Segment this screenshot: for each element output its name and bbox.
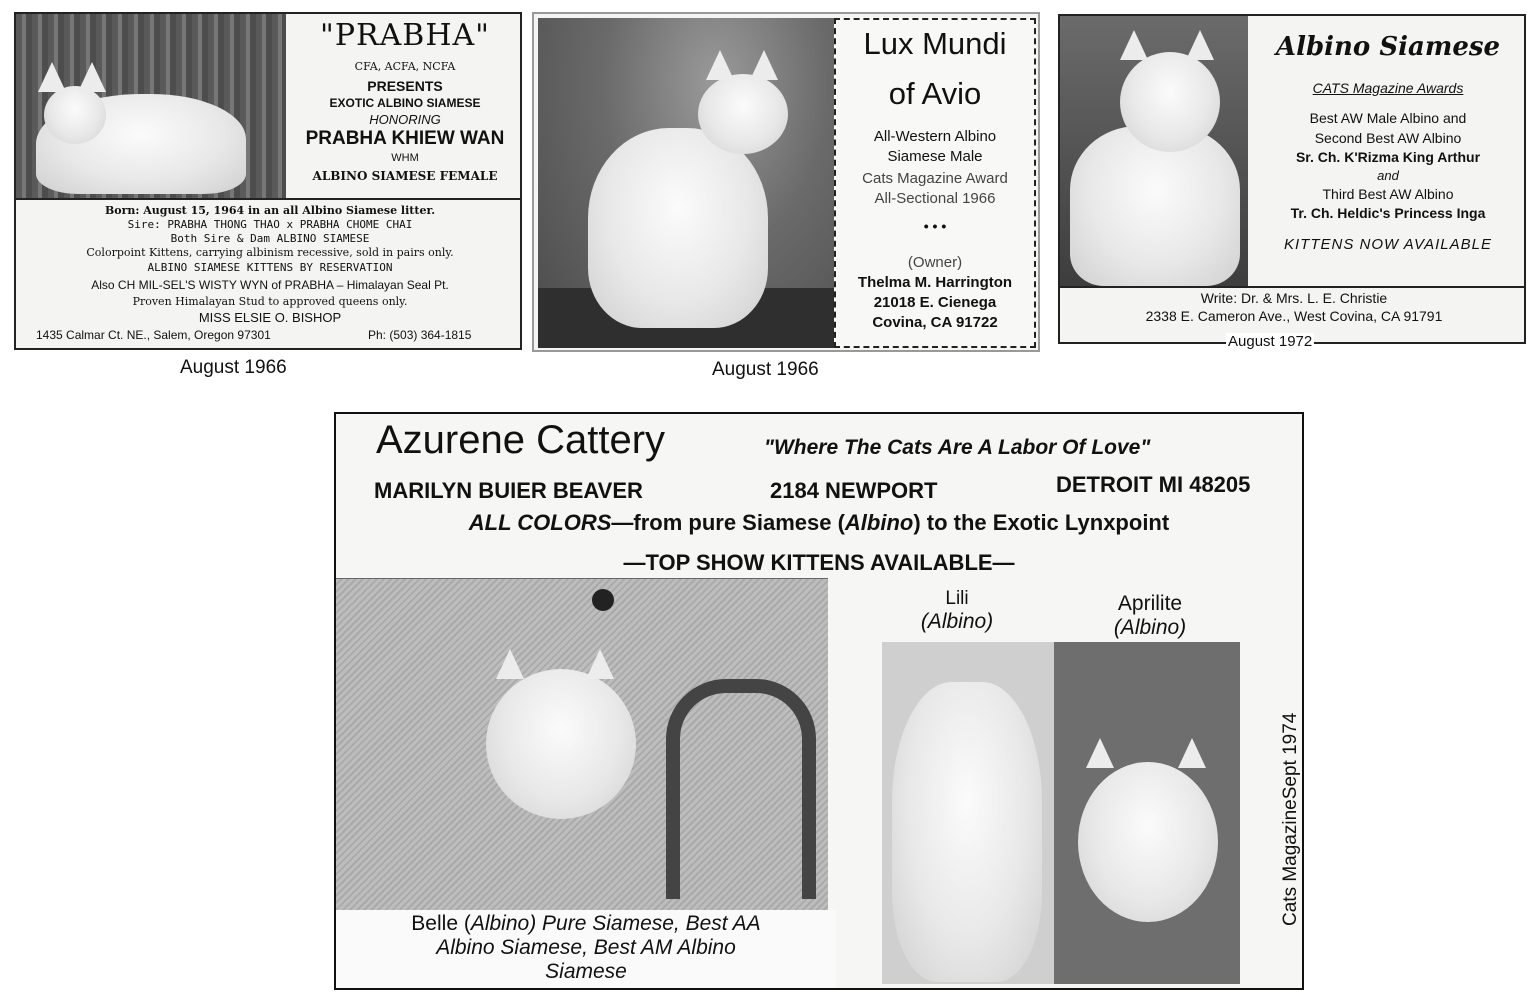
albino-text-panel (1248, 16, 1526, 286)
lili-name: Lili (945, 588, 969, 609)
albino-line-2: Second Best AW Albino (1314, 130, 1462, 146)
azurene-side-caption: Cats MagazineSept 1974 (1280, 712, 1301, 926)
prabha-name: PRABHA KHIEW WAN (305, 128, 505, 149)
lux-text-panel (834, 18, 1036, 348)
prabha-cat-photo (16, 14, 286, 198)
prabha-line-proven: Proven Himalayan Stud to approved queens only. (132, 295, 408, 308)
lux-cat-ear-left (706, 50, 734, 80)
prabha-phone: Ph: (503) 364-1815 (368, 328, 472, 342)
prabha-cat-ear-left (38, 62, 66, 92)
prabha-line-sire: Sire: PRABHA THONG THAO x PRABHA CHOME CHAI (127, 218, 413, 231)
prabha-address: 1435 Calmar Ct. NE., Salem, Oregon 97301 (36, 328, 271, 342)
lux-cat-ear-right (750, 50, 778, 80)
lux-title-1: Lux Mundi (863, 26, 1007, 61)
prabha-assoc: CFA, ACFA, NCFA (354, 60, 456, 73)
lili-label (892, 588, 1022, 634)
albino-siamese-ad (1058, 14, 1526, 344)
lux-owner: (Owner) (907, 254, 963, 271)
prabha-line-kittens: Colorpoint Kittens, carrying albinism recessive, sold in pairs only. (86, 246, 454, 259)
lili-sub: (Albino) (920, 610, 994, 633)
prabha-female: ALBINO SIAMESE FEMALE (312, 169, 498, 183)
lux-line-1: All-Western Albino (873, 128, 997, 145)
belle-caption-line-1 (336, 912, 836, 936)
belle-name: Belle ( (411, 912, 471, 935)
albino-kittens: KITTENS NOW AVAILABLE (1283, 236, 1492, 253)
belle-caption (336, 910, 836, 990)
belle-bag (666, 679, 816, 899)
lux-contact-1: Thelma M. Harrington (857, 274, 1013, 291)
prabha-line-born: Born: August 15, 1964 in an all Albino Siamese litter. (104, 204, 436, 217)
belle-albino: Albino) (470, 912, 537, 935)
lux-award-1: Cats Magazine Award (862, 170, 1008, 187)
albino-write: Write: Dr. & Mrs. L. E. Christie (1200, 290, 1388, 306)
albino-cat-head (1120, 52, 1220, 152)
aprilite-cat-ear-right (1178, 738, 1206, 768)
albino-cat-ear-right (1186, 30, 1214, 60)
azurene-title: Azurene Cattery (376, 418, 666, 462)
belle-caption-line-2: Albino Siamese, Best AM Albino (436, 936, 736, 959)
aprilite-sub: (Albino) (1113, 616, 1187, 639)
azurene-colors-all: ALL COLORS (468, 510, 612, 535)
albino-awards: CATS Magazine Awards (1312, 80, 1464, 96)
aprilite-label (1080, 592, 1220, 640)
lux-line-2: Siamese Male (887, 148, 983, 165)
azurene-city: DETROIT MI 48205 (1056, 472, 1251, 497)
belle-caption-line-3: Siamese (545, 960, 627, 983)
prabha-subtitle: EXOTIC ALBINO SIAMESE (329, 96, 481, 110)
lux-caption: August 1966 (712, 359, 819, 380)
lux-contact-2: 21018 E. Cienega (873, 294, 997, 311)
prabha-details (16, 198, 522, 350)
prabha-header (286, 14, 522, 198)
azurene-owner: MARILYN BUIER BEAVER (374, 478, 643, 503)
aprilite-cat-ear-left (1086, 738, 1114, 768)
azurene-kittens: —TOP SHOW KITTENS AVAILABLE— (623, 550, 1015, 575)
azurene-colors-to: ) to the Exotic Lynxpoint (913, 510, 1170, 535)
prabha-presents: PRESENTS (367, 78, 443, 94)
lili-aprilite-photo (882, 642, 1240, 984)
aprilite-name: Aprilite (1117, 592, 1183, 615)
prabha-title: "PRABHA" (320, 18, 490, 53)
belle-photo (336, 578, 828, 910)
prabha-caption: August 1966 (180, 357, 287, 378)
albino-line-6: Tr. Ch. Heldic's Princess Inga (1290, 205, 1486, 221)
albino-line-1: Best AW Male Albino and (1309, 110, 1467, 126)
belle-cat (486, 669, 636, 819)
lux-award-2: All-Sectional 1966 (874, 190, 996, 207)
lili-cat (892, 682, 1042, 982)
prabha-whm: WHM (391, 152, 419, 164)
albino-address: 2338 E. Cameron Ave., West Covina, CA 91791 (1145, 308, 1443, 324)
prabha-cat-ear-right (78, 62, 106, 92)
prabha-line-stud: Also CH MIL-SEL'S WISTY WYN of PRABHA – Himalayan Seal Pt. (91, 278, 449, 292)
albino-cat-ear-left (1120, 30, 1148, 60)
belle-rosette-icon (592, 589, 614, 611)
albino-title: Albino Siamese (1275, 32, 1501, 62)
lux-cat-body (588, 128, 768, 328)
prabha-honoring: HONORING (369, 112, 441, 127)
lux-cat-head (698, 74, 788, 154)
azurene-colors (336, 510, 1302, 536)
prabha-cat-head (44, 86, 106, 144)
azurene-street: 2184 NEWPORT (770, 478, 938, 503)
lux-cat-photo (538, 18, 834, 348)
lux-contact-3: Covina, CA 91722 (872, 314, 998, 331)
albino-cat-photo (1060, 16, 1248, 286)
azurene-slogan: "Where The Cats Are A Labor Of Love" (764, 436, 1151, 459)
albino-line-4: and (1377, 168, 1399, 183)
lux-mundi-ad (532, 12, 1040, 352)
albino-caption: August 1972 (1228, 333, 1313, 350)
belle-pure: Pure Siamese, Best AA (536, 912, 761, 935)
albino-line-3: Sr. Ch. K'Rizma King Arthur (1295, 149, 1481, 165)
prabha-line-reservation: ALBINO SIAMESE KITTENS BY RESERVATION (147, 261, 393, 274)
prabha-line-dam: Both Sire & Dam ALBINO SIAMESE (170, 232, 370, 245)
azurene-colors-albino: Albino (844, 510, 914, 535)
prabha-ad (14, 12, 522, 350)
lux-dots: • • • (923, 218, 947, 234)
azurene-colors-from: —from pure Siamese ( (611, 510, 845, 535)
lux-title-2: of Avio (888, 76, 982, 111)
prabha-line-owner: MISS ELSIE O. BISHOP (198, 310, 342, 325)
belle-cat-ear-left (496, 649, 524, 679)
azurene-ad (334, 412, 1304, 990)
belle-cat-ear-right (586, 649, 614, 679)
aprilite-cat (1078, 762, 1218, 922)
albino-line-5: Third Best AW Albino (1322, 186, 1454, 202)
